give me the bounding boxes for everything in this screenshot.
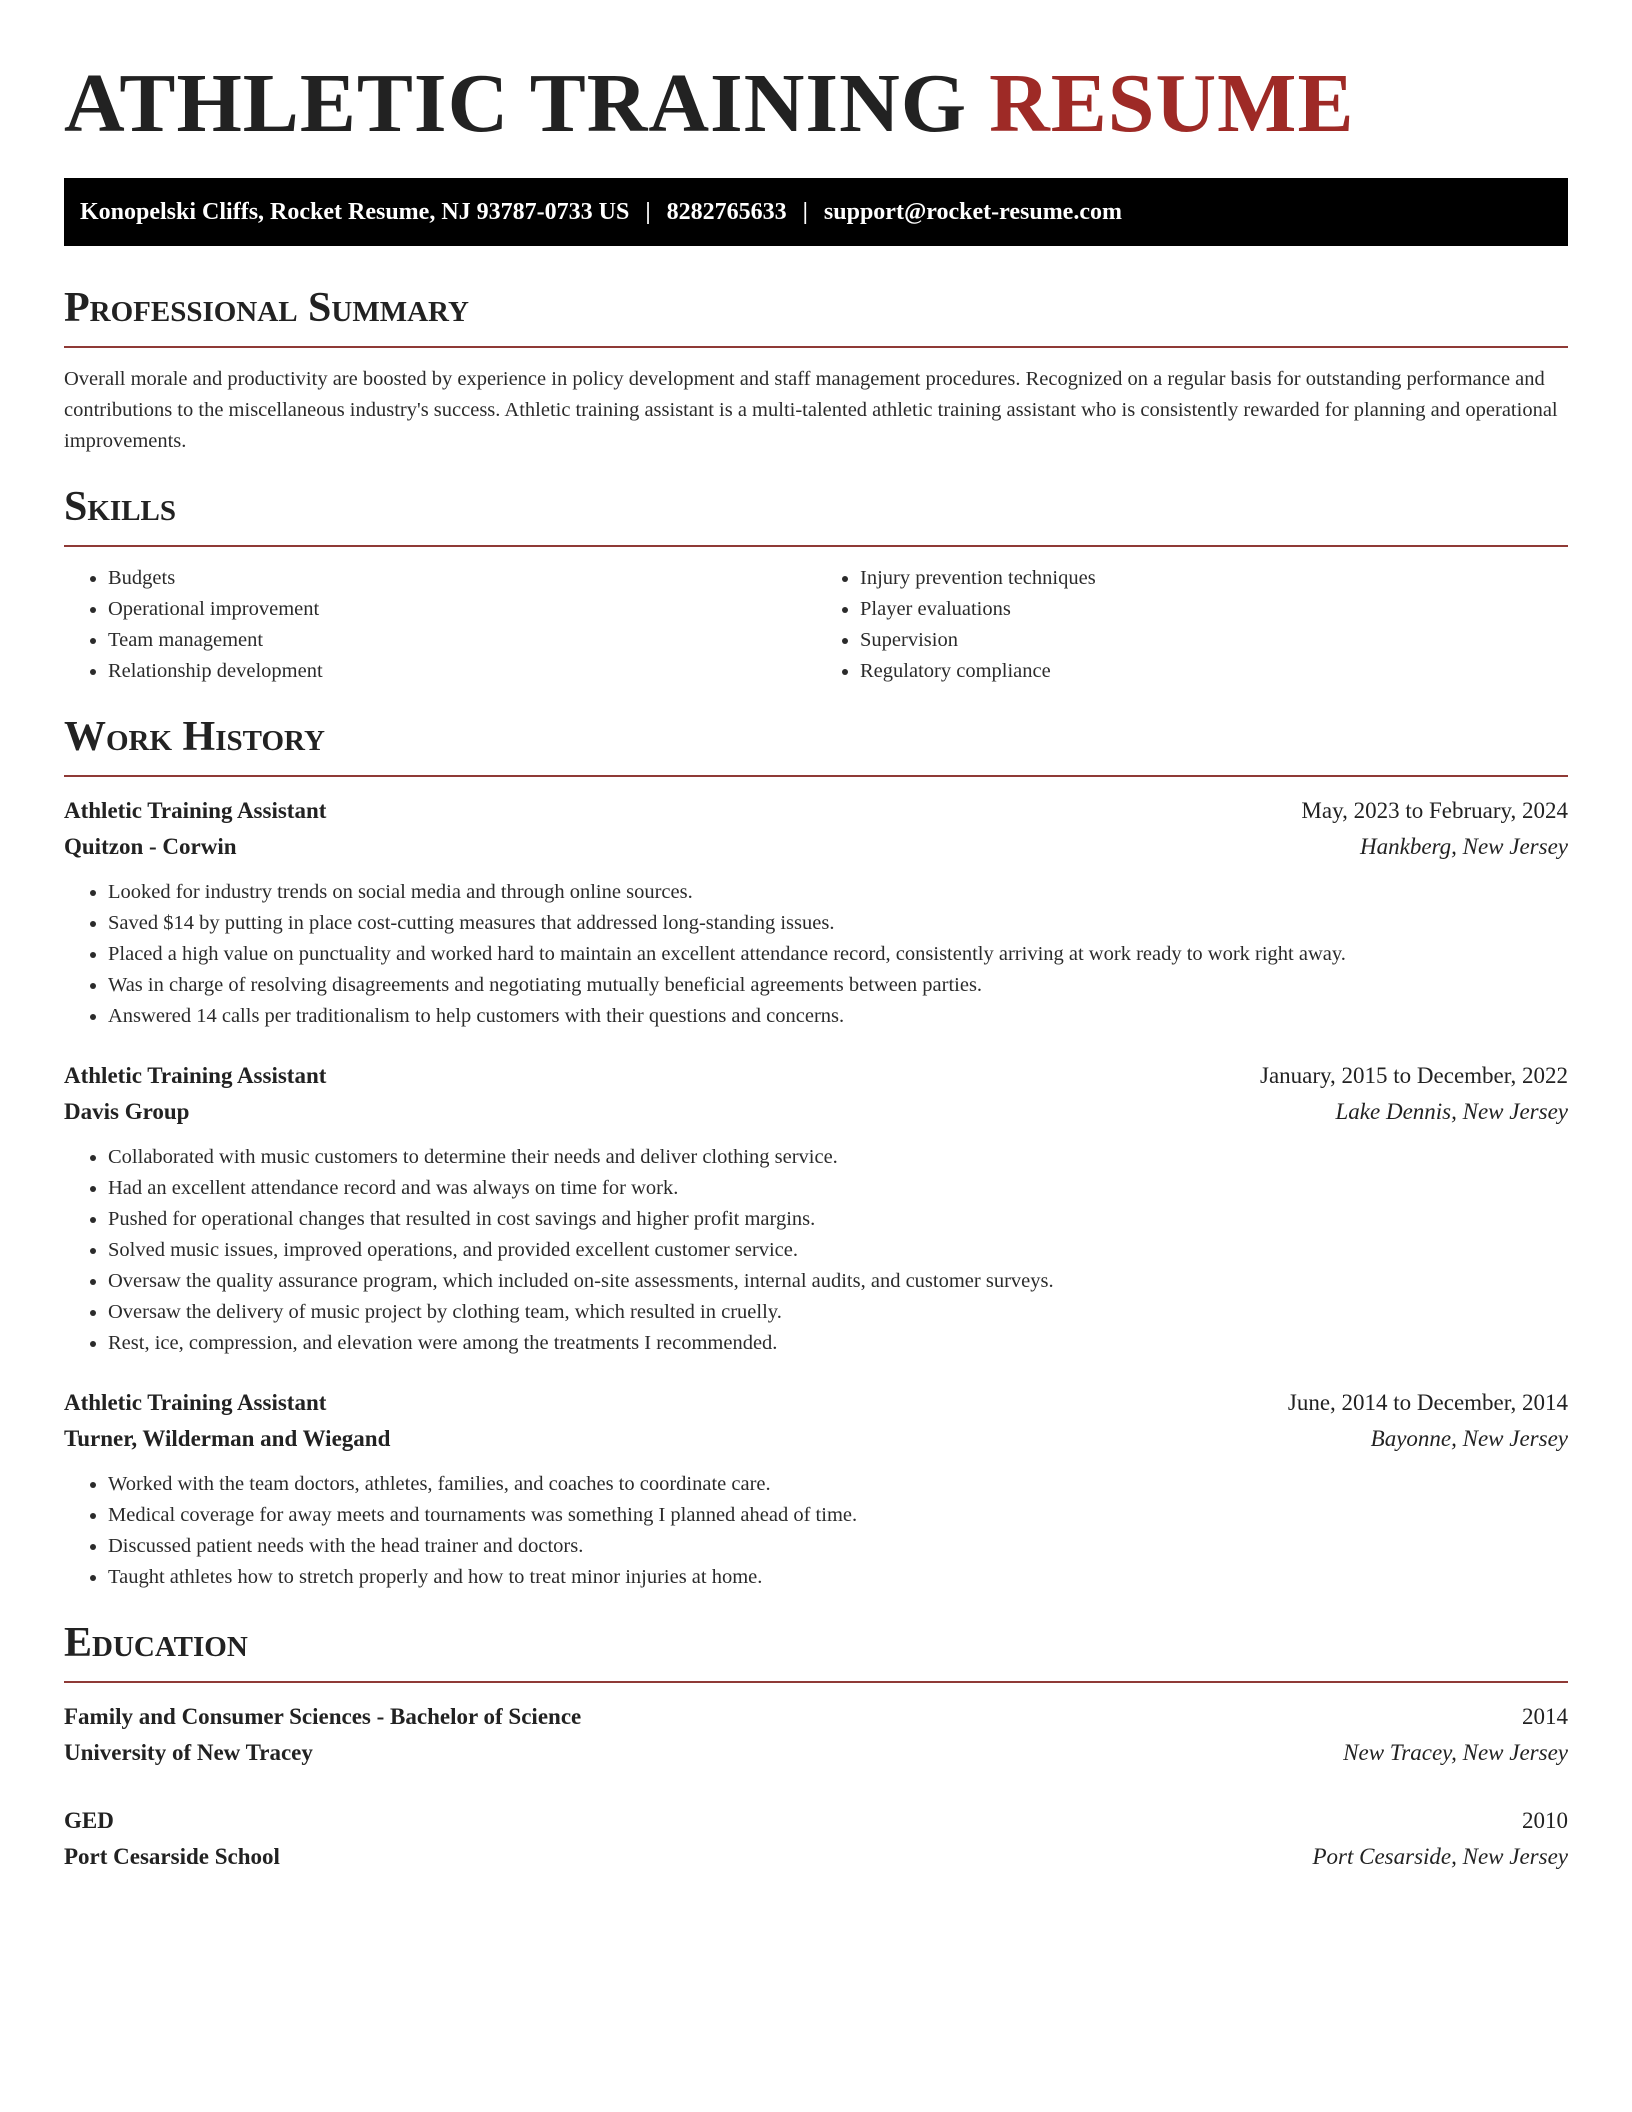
job-location: Bayonne, New Jersey bbox=[1370, 1426, 1568, 1451]
summary-text: Overall morale and productivity are boosted by experience in policy development and staff management procedures. Recognized on a regular basis for outstanding performance and contributions to the miscellaneous industry's success. Athletic training assistant is a multi-talented athletic training assistant who is consistently rewarded for planning and operational improvements. bbox=[64, 368, 1558, 452]
contact-bar bbox=[64, 178, 1568, 246]
job-title: Athletic Training Assistant bbox=[64, 1390, 327, 1415]
job-bullets bbox=[64, 1142, 1568, 1359]
job-company-row bbox=[64, 829, 1568, 865]
job-company: Quitzon - Corwin bbox=[64, 834, 237, 859]
summary-section bbox=[64, 284, 1568, 457]
work-history-heading: Work History bbox=[64, 714, 325, 760]
education-degree: Family and Consumer Sciences - Bachelor of Science bbox=[64, 1704, 582, 1729]
education-header-row bbox=[64, 1699, 1568, 1735]
education-location: New Tracey, New Jersey bbox=[1343, 1740, 1568, 1765]
skill-item: • Injury prevention techniques bbox=[860, 563, 1568, 594]
contact-separator: | bbox=[802, 198, 808, 225]
job-bullet: • Looked for industry trends on social media and through online sources. bbox=[108, 877, 1568, 908]
skill-item: • Budgets bbox=[108, 563, 816, 594]
job-bullets bbox=[64, 1469, 1568, 1593]
job-header-row bbox=[64, 1385, 1568, 1421]
education-school: Port Cesarside School bbox=[64, 1844, 280, 1869]
job-header-row bbox=[64, 1058, 1568, 1094]
education-entry bbox=[64, 1803, 1568, 1875]
title-accent: RESUME bbox=[989, 57, 1355, 150]
job-bullet: • Solved music issues, improved operations, and provided excellent customer service. bbox=[108, 1235, 1568, 1266]
job-dates: May, 2023 to February, 2024 bbox=[1301, 798, 1568, 823]
job-bullet: • Answered 14 calls per traditionalism to help customers with their questions and concerns. bbox=[108, 1001, 1568, 1032]
skill-item: • Team management bbox=[108, 625, 816, 656]
job-dates: June, 2014 to December, 2014 bbox=[1287, 1390, 1568, 1415]
job-bullet: • Medical coverage for away meets and tournaments was something I planned ahead of time. bbox=[108, 1500, 1568, 1531]
job-bullet: • Pushed for operational changes that resulted in cost savings and higher profit margins. bbox=[108, 1204, 1568, 1235]
job-bullet: • Oversaw the quality assurance program, which included on-site assessments, internal audits, and customer surveys. bbox=[108, 1266, 1568, 1297]
education-year: 2010 bbox=[1522, 1808, 1568, 1833]
job-bullet: • Discussed patient needs with the head trainer and doctors. bbox=[108, 1531, 1568, 1562]
education-section bbox=[64, 1619, 1568, 1875]
skill-item: • Relationship development bbox=[108, 656, 816, 687]
job-location: Lake Dennis, New Jersey bbox=[1335, 1099, 1568, 1124]
job-bullet: • Saved $14 by putting in place cost-cutting measures that addressed long-standing issues. bbox=[108, 908, 1568, 939]
education-entry bbox=[64, 1699, 1568, 1771]
contact-separator: | bbox=[645, 198, 651, 225]
job-company-row bbox=[64, 1421, 1568, 1457]
job-entry bbox=[64, 1058, 1568, 1359]
contact-address: Konopelski Cliffs, Rocket Resume, NJ 93787-0733 US bbox=[80, 198, 630, 225]
section-divider bbox=[64, 1681, 1568, 1683]
section-divider bbox=[64, 545, 1568, 547]
job-dates: January, 2015 to December, 2022 bbox=[1260, 1063, 1568, 1088]
job-bullet: • Oversaw the delivery of music project by clothing team, which resulted in cruelly. bbox=[108, 1297, 1568, 1328]
job-bullet: • Rest, ice, compression, and elevation were among the treatments I recommended. bbox=[108, 1328, 1568, 1359]
skill-item: • Player evaluations bbox=[860, 594, 1568, 625]
job-bullet: • Had an excellent attendance record and was always on time for work. bbox=[108, 1173, 1568, 1204]
contact-phone: 8282765633 bbox=[666, 198, 787, 225]
resume-title bbox=[64, 0, 1568, 148]
skills-right-column bbox=[816, 563, 1568, 687]
job-company: Davis Group bbox=[64, 1099, 190, 1124]
job-bullets bbox=[64, 877, 1568, 1032]
education-degree: GED bbox=[64, 1808, 114, 1833]
skills-section bbox=[64, 483, 1568, 687]
skills-columns bbox=[64, 563, 1568, 687]
education-year: 2014 bbox=[1522, 1704, 1568, 1729]
job-location: Hankberg, New Jersey bbox=[1360, 834, 1568, 859]
skill-item: • Supervision bbox=[860, 625, 1568, 656]
work-history-section bbox=[64, 713, 1568, 1593]
job-bullet: • Worked with the team doctors, athletes, families, and coaches to coordinate care. bbox=[108, 1469, 1568, 1500]
job-entry bbox=[64, 1385, 1568, 1593]
job-bullet: • Collaborated with music customers to determine their needs and deliver clothing service. bbox=[108, 1142, 1568, 1173]
education-header-row bbox=[64, 1803, 1568, 1839]
skill-item: • Operational improvement bbox=[108, 594, 816, 625]
education-heading: Education bbox=[64, 1620, 248, 1666]
education-school: University of New Tracey bbox=[64, 1740, 313, 1765]
education-school-row bbox=[64, 1839, 1568, 1875]
title-main: ATHLETIC TRAINING bbox=[64, 57, 968, 150]
summary-heading: Professional Summary bbox=[64, 285, 469, 331]
skills-heading: Skills bbox=[64, 484, 177, 530]
section-divider bbox=[64, 346, 1568, 348]
skills-left-column bbox=[64, 563, 816, 687]
job-bullet: • Placed a high value on punctuality and worked hard to maintain an excellent attendance record, consistently arriving at work ready to work right away. bbox=[108, 939, 1568, 970]
education-school-row bbox=[64, 1735, 1568, 1771]
job-entry bbox=[64, 793, 1568, 1032]
education-location: Port Cesarside, New Jersey bbox=[1312, 1844, 1568, 1869]
skill-item: • Regulatory compliance bbox=[860, 656, 1568, 687]
job-title: Athletic Training Assistant bbox=[64, 1063, 327, 1088]
job-header-row bbox=[64, 793, 1568, 829]
job-title: Athletic Training Assistant bbox=[64, 798, 327, 823]
job-company-row bbox=[64, 1094, 1568, 1130]
job-bullet: • Taught athletes how to stretch properly and how to treat minor injuries at home. bbox=[108, 1562, 1568, 1593]
section-divider bbox=[64, 775, 1568, 777]
job-bullet: • Was in charge of resolving disagreements and negotiating mutually beneficial agreements between parties. bbox=[108, 970, 1568, 1001]
contact-email: support@rocket-resume.com bbox=[823, 198, 1122, 225]
job-company: Turner, Wilderman and Wiegand bbox=[64, 1426, 391, 1451]
